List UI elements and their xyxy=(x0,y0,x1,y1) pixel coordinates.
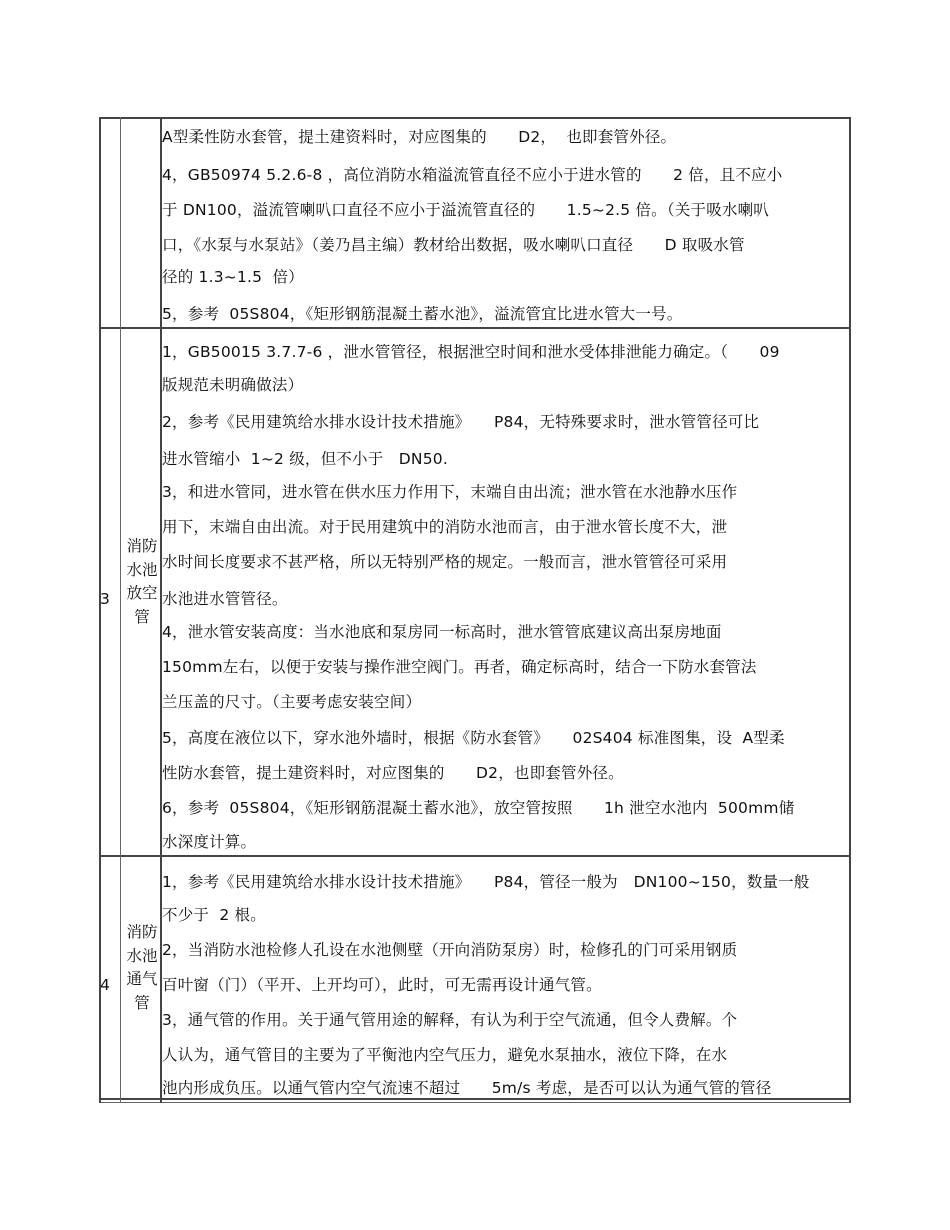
row-title-part: 通气 xyxy=(126,970,158,988)
text-line: 口，《水泵与水泵站》（姜乃昌主编）教材给出数据，吸水喇叭口直径 D 取吸水管 xyxy=(162,236,745,254)
text-line: A型柔性防水套管，提土建资料时，对应图集的 D2， 也即套管外径。 xyxy=(162,128,677,146)
text-line: 1，GB50015 3.7.7-6 ，泄水管管径，根据泄空时间和泄水受体排泄能力确定。（ 09 xyxy=(162,343,780,361)
row-divider-2 xyxy=(99,855,851,857)
table-right-border xyxy=(849,117,851,1103)
text-line: 水池进水管管径。 xyxy=(162,590,288,608)
text-line: 3，和进水管同，进水管在供水压力作用下，末端自由出流；泄水管在水池静水压作 xyxy=(162,483,738,501)
text-line: 版规范未明确做法） xyxy=(162,376,304,394)
text-line: 性防水套管，提土建资料时，对应图集的 D2，也即套管外径。 xyxy=(162,764,624,782)
row-title-part: 管 xyxy=(134,607,150,626)
table-top-border xyxy=(99,117,851,119)
text-line: 5，参考 05S804，《矩形钢筋混凝土蓄水池》，溢流管宜比进水管大一号。 xyxy=(162,305,683,323)
row-title-part: 水池 xyxy=(126,946,158,965)
table-bottom-border-inner xyxy=(99,1102,851,1103)
row-number: 4 xyxy=(100,976,110,994)
text-line: 兰压盖的尺寸。（主要考虑安装空间） xyxy=(162,693,422,711)
row-title xyxy=(121,535,163,629)
row-title-part: 水池 xyxy=(126,560,158,579)
text-line: 2，参考《民用建筑给水排水设计技术措施》 P84，无特殊要求时，泄水管管径可比 xyxy=(162,413,760,431)
text-line: 水深度计算。 xyxy=(162,833,257,851)
text-line: 于 DN100，溢流管喇叭口直径不应小于溢流管直径的 1.5~2.5 倍。（关于吸水喇叭 xyxy=(162,201,770,219)
text-line: 4，GB50974 5.2.6-8 ，高位消防水箱溢流管直径不应小于进水管的 2 倍，且不应小 xyxy=(162,166,783,184)
text-line: 进水管缩小 1~2 级，但不小于 DN50. xyxy=(162,450,448,468)
row-title-part: 消防 xyxy=(126,923,158,941)
text-line: 水时间长度要求不甚严格，所以无特别严格的规定。一般而言，泄水管管径可采用 xyxy=(162,553,728,571)
row-title-part: 放空 xyxy=(126,584,158,602)
text-line: 150mm左右，以便于安装与操作泄空阀门。再者，确定标高时，结合一下防水套管法 xyxy=(162,658,757,676)
text-line: 人认为，通气管目的主要为了平衡池内空气压力，避免水泵抽水，液位下降，在水 xyxy=(162,1046,728,1064)
text-line: 5，高度在液位以下，穿水池外墙时，根据《防水套管》 02S404 标准图集，设 A型柔 xyxy=(162,729,785,747)
row-divider-1 xyxy=(99,327,851,329)
text-line: 2，当消防水池检修人孔设在水池侧壁（开向消防泵房）时，检修孔的门可采用钢质 xyxy=(162,941,738,959)
text-line: 径的 1.3~1.5 倍） xyxy=(162,268,304,286)
text-line: 不少于 2 根。 xyxy=(162,906,266,924)
text-line: 3，通气管的作用。关于通气管用途的解释，有认为利于空气流通，但令人费解。个 xyxy=(162,1011,738,1029)
text-line: 6，参考 05S804，《矩形钢筋混凝土蓄水池》，放空管按照 1h 泄空水池内 500mm储 xyxy=(162,799,795,817)
table-left-border xyxy=(99,117,101,1103)
text-line: 4，泄水管安装高度：当水池底和泵房同一标高时，泄水管管底建议高出泵房地面 xyxy=(162,623,722,641)
row-title-part: 消防 xyxy=(126,537,158,555)
text-line: 用下，末端自由出流。对于民用建筑中的消防水池而言，由于泄水管长度不大，泄 xyxy=(162,518,728,536)
text-line: 1，参考《民用建筑给水排水设计技术措施》 P84，管径一般为 DN100~150，数量一般 xyxy=(162,873,810,891)
text-line: 百叶窗（门）（平开、上开均可），此时，可无需再设计通气管。 xyxy=(162,976,602,994)
table-bottom-border xyxy=(99,1098,851,1100)
row-number: 3 xyxy=(100,590,110,608)
text-line: 池内形成负压。以通气管内空气流速不超过 5m/s 考虑，是否可以认为通气管的管径 xyxy=(162,1079,772,1097)
row-title xyxy=(121,921,163,1015)
row-title-part: 管 xyxy=(134,993,150,1012)
